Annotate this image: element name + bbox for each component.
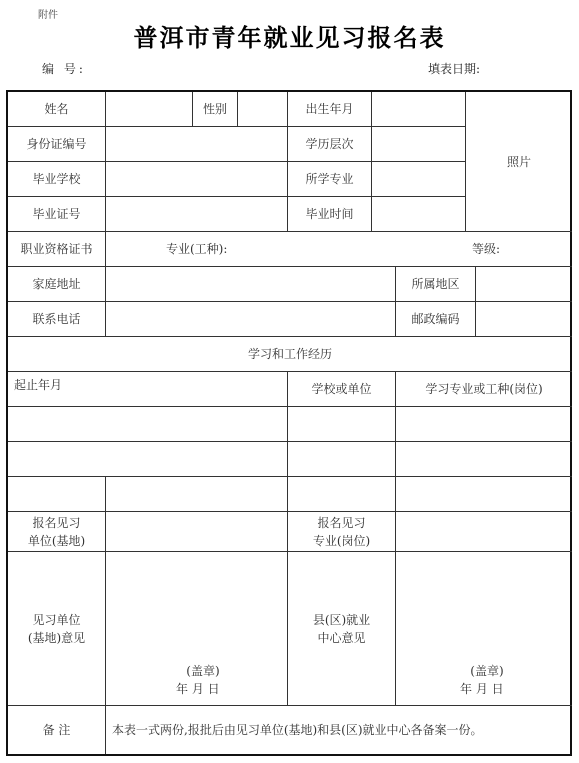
- qualification-field[interactable]: [106, 232, 572, 267]
- gender-field[interactable]: [238, 92, 288, 127]
- unit-seal-date: (盖章) 年 月 日: [176, 664, 220, 696]
- postcode-field[interactable]: [476, 302, 572, 337]
- remark-text: 本表一式两份,报批后由见习单位(基地)和县(区)就业中心各备案一份。: [112, 723, 483, 737]
- cert-number-field[interactable]: [106, 197, 288, 232]
- unit-opinion-label: 见习单位 (基地)意见: [8, 552, 106, 706]
- attachment-label: 附件: [38, 10, 58, 21]
- history-section-title: 学习和工作经历: [8, 337, 572, 372]
- address-label: 家庭地址: [8, 267, 106, 302]
- phone-field[interactable]: [106, 302, 396, 337]
- apply-unit-field[interactable]: [106, 512, 288, 552]
- apply-post-label: 报名见习 专业(岗位): [288, 512, 396, 552]
- history-org-field-1[interactable]: [288, 407, 396, 442]
- center-opinion-label: 县(区)就业 中心意见: [288, 552, 396, 706]
- photo-box[interactable]: [466, 92, 572, 232]
- qualification-label: 职业资格证书: [8, 232, 106, 267]
- school-label: 毕业学校: [8, 162, 106, 197]
- remark-label: 备 注: [8, 706, 106, 754]
- center-seal-date: (盖章) 年 月 日: [460, 664, 504, 696]
- org-header: 学校或单位: [288, 372, 396, 407]
- major-field[interactable]: [372, 162, 466, 197]
- address-field[interactable]: [106, 267, 396, 302]
- postcode-label: 邮政编码: [396, 302, 476, 337]
- gender-label: 性别: [193, 92, 238, 127]
- name-label: 姓名: [8, 92, 106, 127]
- history-post-field-3[interactable]: [396, 477, 572, 512]
- registration-form-table: [6, 90, 572, 756]
- grad-time-field[interactable]: [372, 197, 466, 232]
- education-label: 学历层次: [288, 127, 372, 162]
- fill-date-label: 填表日期:: [428, 62, 481, 76]
- history-period-field-3b[interactable]: [106, 477, 288, 512]
- history-org-field-2[interactable]: [288, 442, 396, 477]
- history-period-field-2[interactable]: [8, 442, 288, 477]
- history-post-field-1[interactable]: [396, 407, 572, 442]
- id-number-label: 身份证编号: [8, 127, 106, 162]
- form-title: 普洱市青年就业见习报名表: [133, 24, 446, 52]
- number-label: 编 号:: [42, 62, 86, 76]
- photo-label: 照片: [506, 154, 531, 169]
- birth-label: 出生年月: [288, 92, 372, 127]
- history-org-field-3[interactable]: [288, 477, 396, 512]
- history-post-field-2[interactable]: [396, 442, 572, 477]
- education-field[interactable]: [372, 127, 466, 162]
- grad-time-label: 毕业时间: [288, 197, 372, 232]
- post-header: 学习专业或工种(岗位): [396, 372, 572, 407]
- history-period-field-3a[interactable]: [8, 477, 106, 512]
- region-field[interactable]: [476, 267, 572, 302]
- period-header: 起止年月: [8, 372, 288, 407]
- profession-label: 专业(工种):: [166, 242, 228, 256]
- phone-label: 联系电话: [8, 302, 106, 337]
- grade-label: 等级:: [472, 242, 501, 256]
- history-period-field-1[interactable]: [8, 407, 288, 442]
- cert-number-label: 毕业证号: [8, 197, 106, 232]
- apply-unit-label: 报名见习 单位(基地): [8, 512, 106, 552]
- birth-field[interactable]: [372, 92, 466, 127]
- apply-post-field[interactable]: [396, 512, 572, 552]
- id-number-field[interactable]: [106, 127, 288, 162]
- unit-opinion-field[interactable]: [106, 552, 288, 706]
- name-field[interactable]: [106, 92, 193, 127]
- school-field[interactable]: [106, 162, 288, 197]
- major-label: 所学专业: [288, 162, 372, 197]
- center-opinion-field[interactable]: [396, 552, 572, 706]
- region-label: 所属地区: [396, 267, 476, 302]
